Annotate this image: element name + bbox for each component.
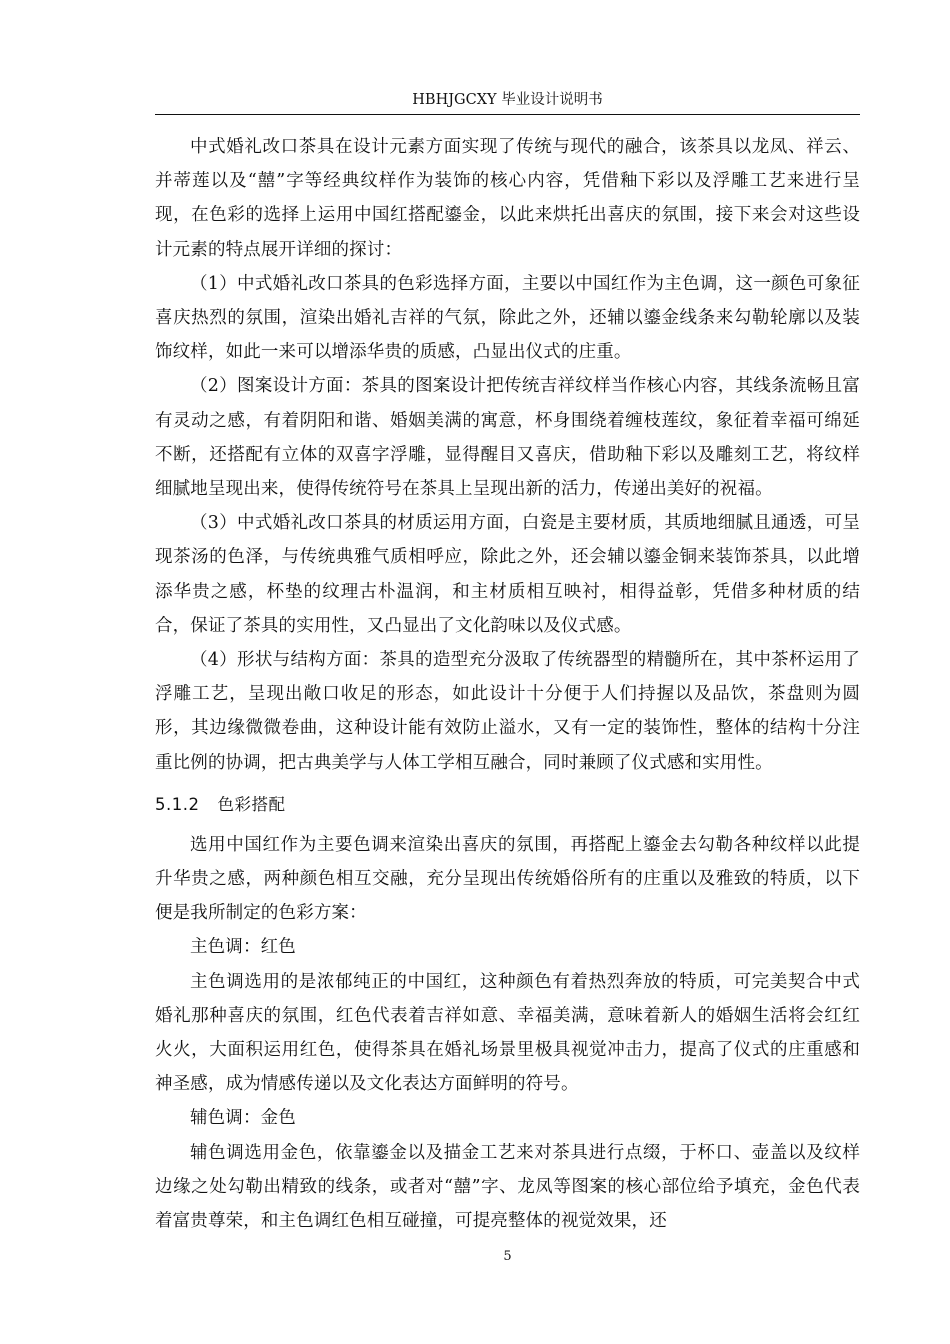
paragraph-main-color-label: 主色调：红色 bbox=[190, 937, 296, 958]
header-divider bbox=[155, 114, 860, 115]
section-title: 色彩搭配 bbox=[217, 794, 286, 814]
paragraph-color-selection: （1）中式婚礼改口茶具的色彩选择方面，主要以中国红作为主色调，这一颜色可象征喜庆热烈的氛围，渲染出婚礼吉祥的气氛，除此之外，还辅以鎏金线条来勾勒轮廓以及装饰纹样，如此一来可以增添华贵的质感，凸显出仪式的庄重。 bbox=[155, 273, 860, 363]
paragraph-aux-color-label: 辅色调：金色 bbox=[190, 1108, 296, 1129]
section-number: 5.1.2 bbox=[155, 794, 200, 814]
paragraph-aux-color-desc: 辅色调选用金色，依靠鎏金以及描金工艺来对茶具进行点缀，于杯口、壶盖以及纹样边缘之处勾勒出精致的线条，或者对“囍”字、龙凤等图案的核心部位给予填充，金色代表着富贵尊荣，和主色调红色相互碰撞，可提亮整体的视觉效果，还 bbox=[155, 1142, 860, 1232]
paragraph-pattern-design: （2）图案设计方面：茶具的图案设计把传统吉祥纹样当作核心内容，其线条流畅且富有灵动之感，有着阴阳和谐、婚姻美满的寓意，杯身围绕着缠枝莲纹，象征着幸福可绵延不断，还搭配有立体的双喜字浮雕，显得醒目又喜庆，借助釉下彩以及雕刻工艺，将纹样细腻地呈现出来，使得传统符号在茶具上呈现出新的活力，传递出美好的祝福。 bbox=[155, 376, 860, 500]
paragraph-main-color-desc: 主色调选用的是浓郁纯正的中国红，这种颜色有着热烈奔放的特质，可完美契合中式婚礼那种喜庆的氛围，红色代表着吉祥如意、幸福美满，意味着新人的婚姻生活将会红红火火，大面积运用红色，使得茶具在婚礼场景里极具视觉冲击力，提高了仪式的庄重感和神圣感，成为情感传递以及文化表达方面鲜明的符号。 bbox=[155, 971, 860, 1095]
section-heading bbox=[155, 788, 860, 822]
paragraph-shape-structure: （4）形状与结构方面：茶具的造型充分汲取了传统器型的精髓所在，其中茶杯运用了浮雕工艺，呈现出敞口收足的形态，如此设计十分便于人们持握以及品饮，茶盘则为圆形，其边缘微微卷曲，这种设计能有效防止溢水，又有一定的装饰性，整体的结构十分注重比例的协调，把古典美学与人体工学相互融合，同时兼顾了仪式感和实用性。 bbox=[155, 650, 860, 773]
document-body bbox=[155, 130, 860, 1238]
paragraph-intro: 中式婚礼改口茶具在设计元素方面实现了传统与现代的融合，该茶具以龙凤、祥云、并蒂莲以及“囍”字等经典纹样作为装饰的核心内容，凭借釉下彩以及浮雕工艺来进行呈现，在色彩的选择上运用中国红搭配鎏金，以此来烘托出喜庆的氛围，接下来会对这些设计元素的特点展开详细的探讨： bbox=[155, 137, 860, 260]
paragraph-color-scheme-intro: 选用中国红作为主要色调来渲染出喜庆的氛围，再搭配上鎏金去勾勒各种纹样以此提升华贵之感，两种颜色相互交融，充分呈现出传统婚俗所有的庄重以及雅致的特质，以下便是我所制定的色彩方案： bbox=[155, 834, 860, 924]
page-number: 5 bbox=[503, 1249, 512, 1264]
paragraph-material: （3）中式婚礼改口茶具的材质运用方面，白瓷是主要材质，其质地细腻且通透，可呈现茶汤的色泽，与传统典雅气质相呼应，除此之外，还会辅以鎏金铜来装饰茶具，以此增添华贵之感，杯垫的纹理古朴温润，和主材质相互映衬，相得益彰，凭借多种材质的结合，保证了茶具的实用性，又凸显出了文化韵味以及仪式感。 bbox=[155, 513, 860, 636]
page-header: HBHJGCXY 毕业设计说明书 bbox=[412, 92, 603, 108]
